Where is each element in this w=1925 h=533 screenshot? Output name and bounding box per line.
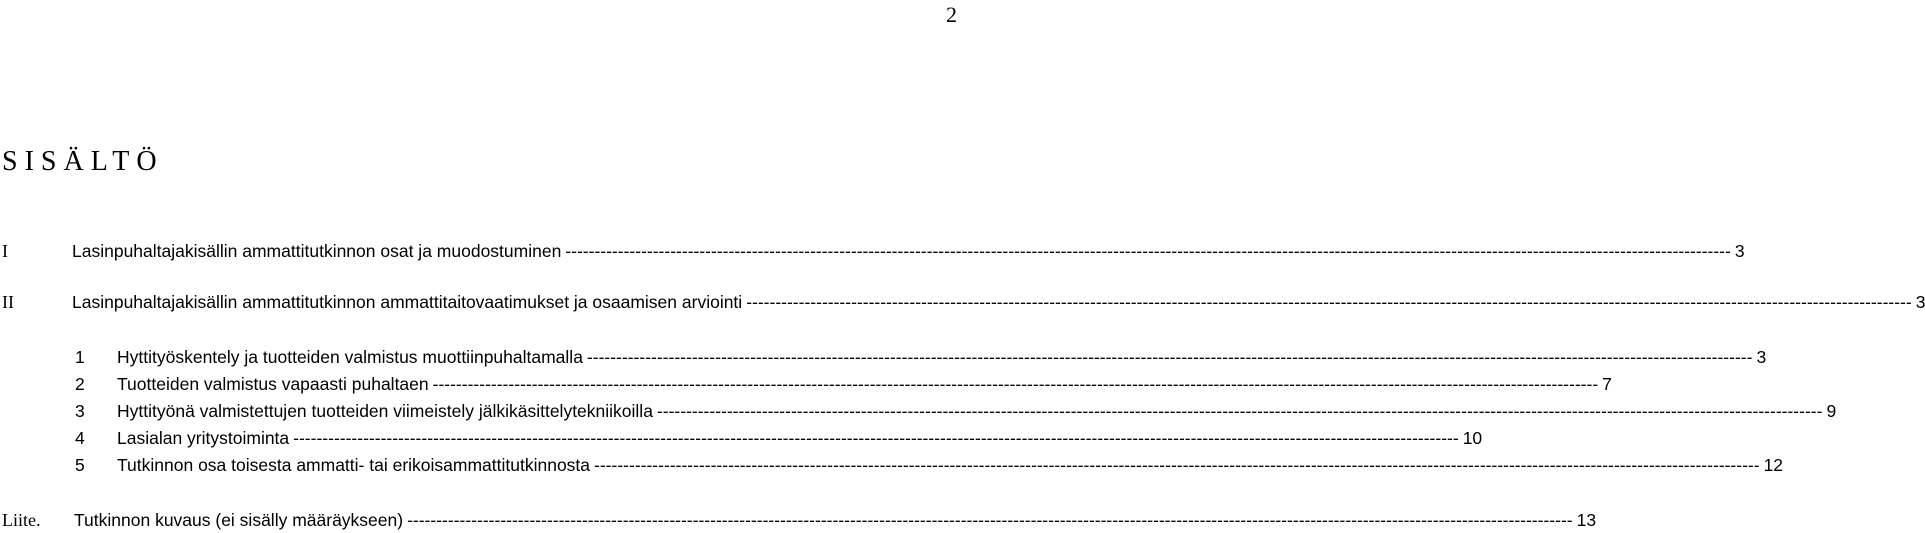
chapter-marker: I xyxy=(2,241,8,261)
page-number: 2 xyxy=(946,2,957,27)
page-title: SISÄLTÖ xyxy=(2,146,164,177)
toc-entry-page: 3 xyxy=(1915,292,1925,312)
toc-section-3 xyxy=(0,399,1837,423)
appendix-marker: Liite. xyxy=(2,510,41,530)
toc-entry-page: 13 xyxy=(1576,510,1597,530)
dot-leader: -------------------------------------------------------------------------------------------------------------------------------------------------------------------------------------------------------- xyxy=(586,347,1753,367)
toc-section-5 xyxy=(0,453,1784,477)
toc-entry-text: Lasialan yritystoiminta xyxy=(117,428,290,448)
toc-entry-text: Tuotteiden valmistus vapaasti puhaltaen xyxy=(117,374,429,394)
toc-entry-page: 7 xyxy=(1602,374,1612,394)
toc-entry-text: Hyttityöskentely ja tuotteiden valmistus muottiinpuhaltamalla xyxy=(117,347,583,367)
dot-leader: -------------------------------------------------------------------------------------------------------------------------------------------------------------------------------------------------------- xyxy=(746,292,1912,312)
section-number: 1 xyxy=(75,347,85,367)
toc-entry-text: Tutkinnon osa toisesta ammatti- tai erikoisammattitutkinnosta xyxy=(117,455,591,475)
dot-leader: -------------------------------------------------------------------------------------------------------------------------------------------------------------------------------------------------------- xyxy=(293,428,1459,448)
dot-leader: -------------------------------------------------------------------------------------------------------------------------------------------------------------------------------------------------------- xyxy=(656,401,1823,421)
toc-entry-text: Lasinpuhaltajakisällin ammattitutkinnon ammattitaitovaatimukset ja osaamisen arviointi xyxy=(72,292,743,312)
dot-leader: -------------------------------------------------------------------------------------------------------------------------------------------------------------------------------------------------------- xyxy=(565,241,1731,261)
toc-entry-text: Lasinpuhaltajakisällin ammattitutkinnon osat ja muodostuminen xyxy=(72,241,562,261)
section-number: 2 xyxy=(75,374,85,394)
section-number: 3 xyxy=(75,401,85,421)
toc-entry-page: 12 xyxy=(1763,455,1784,475)
toc-entry-text: Tutkinnon kuvaus (ei sisälly määräykseen) xyxy=(74,510,404,530)
dot-leader: -------------------------------------------------------------------------------------------------------------------------------------------------------------------------------------------------------- xyxy=(594,455,1760,475)
section-number: 5 xyxy=(75,455,85,475)
toc-section-1 xyxy=(0,345,1767,369)
toc-chapter-2 xyxy=(0,290,1925,314)
toc-entry-text: Hyttityönä valmistettujen tuotteiden viimeistely jälkikäsittelytekniikoilla xyxy=(117,401,653,421)
section-number: 4 xyxy=(75,428,85,448)
dot-leader: -------------------------------------------------------------------------------------------------------------------------------------------------------------------------------------------------------- xyxy=(432,374,1599,394)
toc-section-4 xyxy=(0,426,1483,450)
toc-entry-page: 3 xyxy=(1734,241,1745,261)
chapter-marker: II xyxy=(2,292,14,312)
toc-entry-page: 9 xyxy=(1826,401,1837,421)
dot-leader: -------------------------------------------------------------------------------------------------------------------------------------------------------------------------------------------------------- xyxy=(407,510,1573,530)
toc-entry-page: 3 xyxy=(1756,347,1767,367)
toc-chapter-1 xyxy=(0,239,1745,263)
toc-section-2 xyxy=(0,372,1612,396)
toc-entry-page: 10 xyxy=(1462,428,1483,448)
toc-appendix xyxy=(0,508,1597,532)
